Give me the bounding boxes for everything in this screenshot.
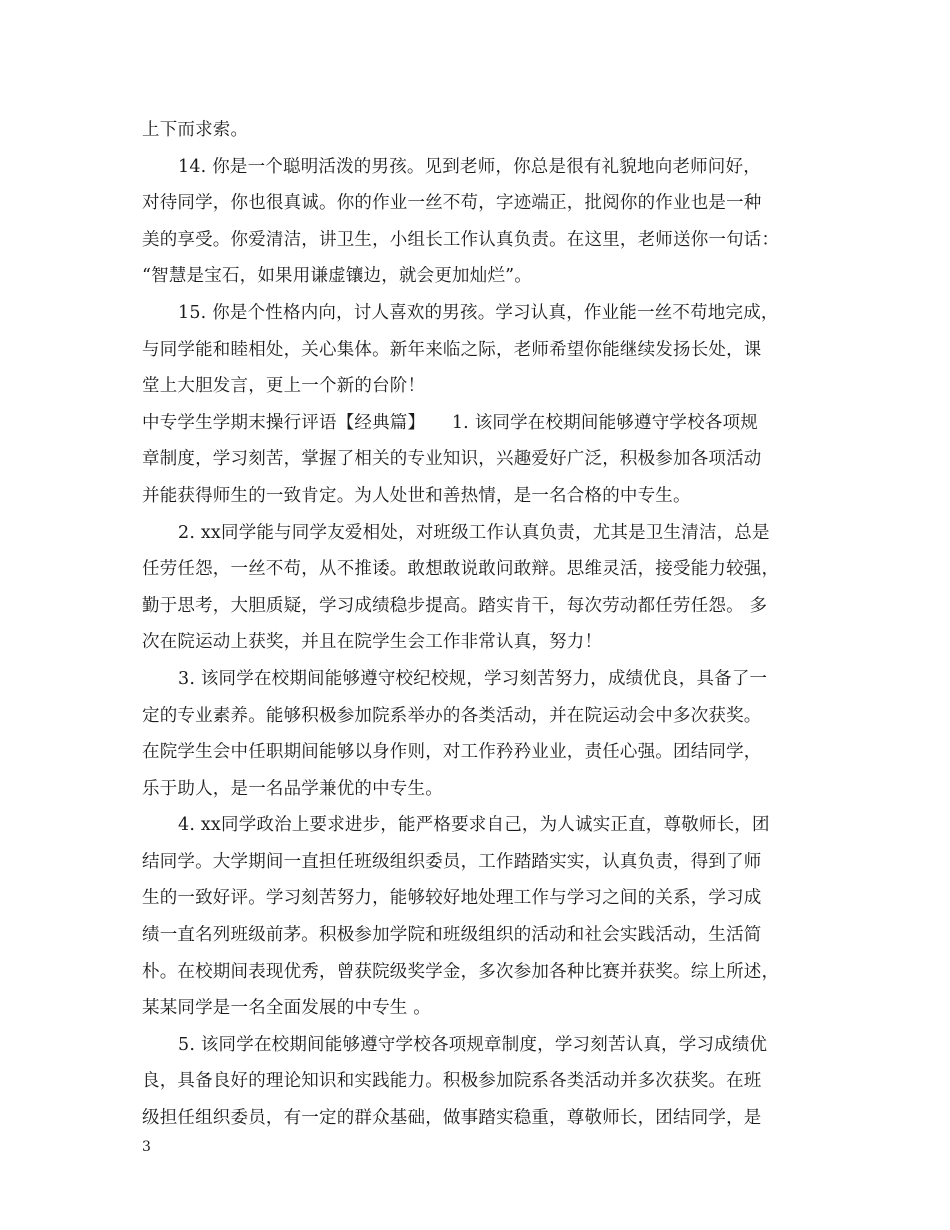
text-line: 2. xx同学能与同学友爱相处，对班级工作认真负责，尤其是卫生清洁，总是: [178, 522, 770, 543]
text-line: 上下而求索。: [142, 120, 249, 140]
text-line: 并能获得师生的一致肯定。为人处世和善热情，是一名合格的中专生。: [142, 485, 691, 506]
page-number: 3: [142, 1139, 151, 1155]
text-line: 良，具备良好的理论知识和实践能力。积极参加院系各类活动并多次获奖。在班: [142, 1071, 762, 1092]
text-line: 级担任组织委员，有一定的群众基础，做事踏实稳重，尊敬师长，团结同学，是: [142, 1108, 762, 1129]
text-line: 15. 你是个性格内向，讨人喜欢的男孩。学习认真，作业能一丝不苟地完成，: [178, 302, 779, 323]
text-line: 5. 该同学在校期间能够遵守学校各项规章制度，学习刻苦认真，学习成绩优: [178, 1034, 768, 1055]
text-line: 14. 你是一个聪明活泼的男孩。见到老师，你总是很有礼貌地向老师问好，: [178, 156, 761, 177]
text-line: 3. 该同学在校期间能够遵守校纪校规，学习刻苦努力，成绩优良，具备了一: [178, 668, 768, 689]
text-line: 定的专业素养。能够积极参加院系举办的各类活动，并在院运动会中多次获奖。: [142, 705, 762, 726]
text-line: 堂上大胆发言，更上一个新的台阶！: [142, 376, 426, 397]
text-line: 美的享受。你爱清洁，讲卫生，小组长工作认真负责。在这里，老师送你一句话：: [142, 229, 780, 250]
text-line: 绩一直名列班级前茅。积极参加学院和班级组织的活动和社会实践活动，生活简: [142, 925, 762, 946]
text-line: 对待同学，你也很真诚。你的作业一丝不苟，字迹端正，批阅你的作业也是一种: [142, 193, 762, 214]
text-line: 章制度，学习刻苦，掌握了相关的专业知识，兴趣爱好广泛，积极参加各项活动: [142, 449, 762, 470]
document-body: [142, 112, 822, 1137]
text-line: 朴。在校期间表现优秀，曾获院级奖学金，多次参加各种比赛并获奖。综上所述，: [142, 961, 780, 982]
text-line: 中专学生学期末操行评语【经典篇】 1. 该同学在校期间能够遵守学校各项规: [142, 412, 758, 433]
text-line: 与同学能和睦相处，关心集体。新年来临之际，老师希望你能继续发扬长处，课: [142, 339, 762, 360]
text-line: 次在院运动上获奖，并且在院学生会工作非常认真，努力！: [142, 632, 603, 653]
text-line: 4. xx同学政治上要求进步，能严格要求自己，为人诚实正直，尊敬师长，团: [178, 815, 770, 836]
text-line: 结同学。大学期间一直担任班级组织委员，工作踏踏实实，认真负责，得到了师: [142, 851, 762, 872]
text-line: 某某同学是一名全面发展的中专生 。: [142, 998, 431, 1019]
text-line: 乐于助人，是一名品学兼优的中专生。: [142, 778, 443, 799]
text-line: 勤于思考，大胆质疑，学习成绩稳步提高。踏实肯干，每次劳动都任劳任怨。 多: [142, 595, 768, 616]
text-line: “智慧是宝石，如果用谦虚镶边，就会更加灿烂”。: [142, 266, 532, 287]
text-line: 生的一致好评。学习刻苦努力，能够较好地处理工作与学习之间的关系，学习成: [142, 888, 762, 909]
text-line: 任劳任怨，一丝不苟，从不推诿。敢想敢说敢问敢辩。思维灵活，接受能力较强，: [142, 559, 780, 580]
text-line: 在院学生会中任职期间能够以身作则，对工作矜矜业业，责任心强。团结同学，: [142, 742, 762, 763]
